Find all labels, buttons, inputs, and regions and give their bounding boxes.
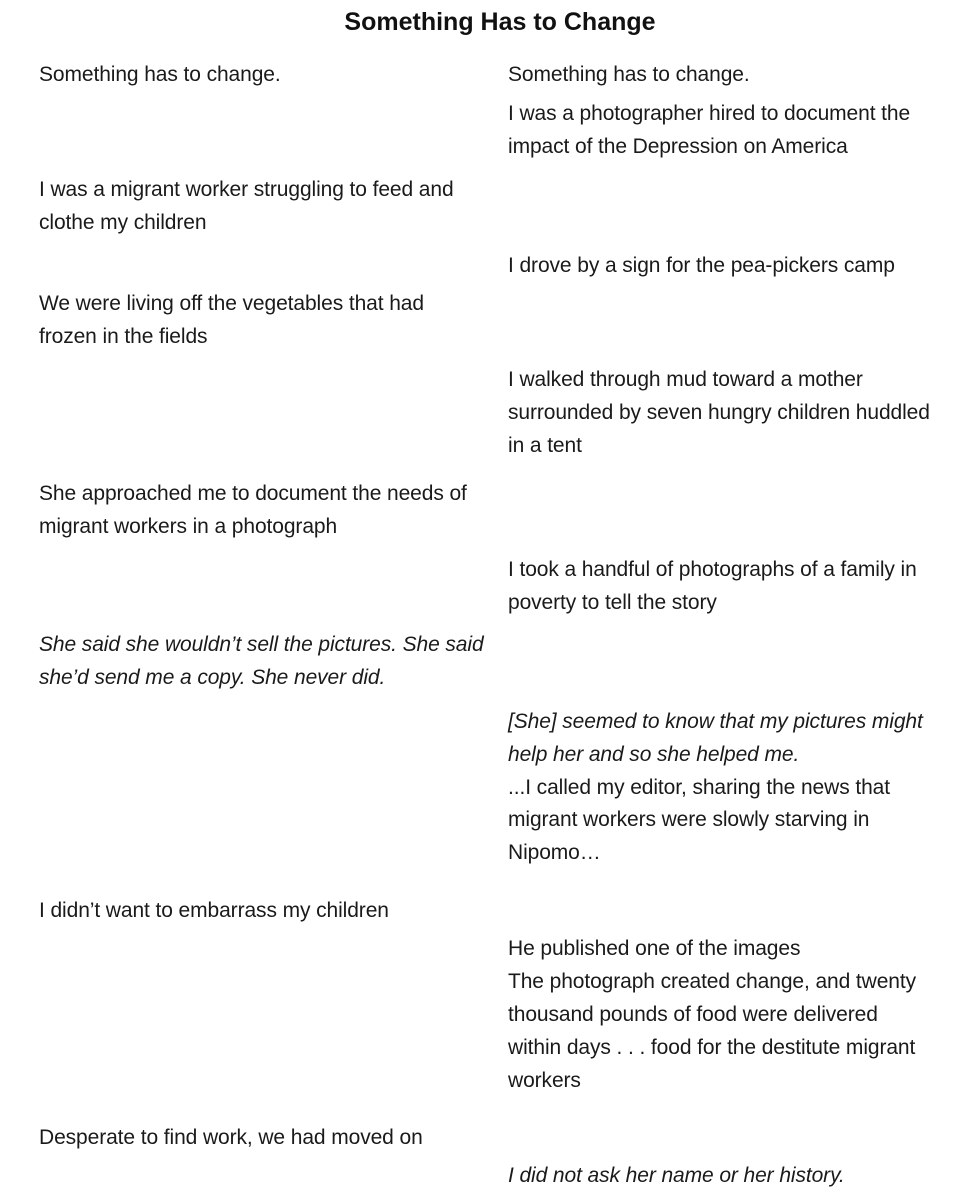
right-line: ...I called my editor, sharing the news that	[508, 776, 890, 799]
right-line: surrounded by seven hungry children huddled	[508, 401, 930, 424]
right-line: I was a photographer hired to document the	[508, 102, 911, 125]
left-line: migrant workers in a photograph	[39, 515, 338, 538]
right-line: poverty to tell the story	[508, 591, 717, 614]
right-line: within days . . . food for the destitute migrant	[508, 1036, 916, 1059]
left-line: I didn’t want to embarrass my children	[39, 899, 389, 922]
right-line-italic: help her and so she helped me.	[508, 743, 800, 766]
left-line: Desperate to find work, we had moved on	[39, 1126, 423, 1149]
left-line: frozen in the fields	[39, 325, 208, 348]
left-line-italic: she’d send me a copy. She never did.	[39, 666, 386, 689]
right-line: The photograph created change, and twenty	[508, 970, 917, 993]
left-line-italic: She said she wouldn’t sell the pictures. She said	[39, 633, 484, 656]
left-line: clothe my children	[39, 211, 207, 234]
right-line: Nipomo…	[508, 841, 601, 864]
poem-title: Something Has to Change	[344, 8, 656, 36]
right-line: I took a handful of photographs of a family in	[508, 558, 917, 581]
left-line: She approached me to document the needs of	[39, 482, 467, 505]
right-line: workers	[508, 1069, 581, 1092]
left-line: I was a migrant worker struggling to feed and	[39, 178, 454, 201]
right-line: Something has to change.	[508, 63, 750, 86]
left-line: Something has to change.	[39, 63, 281, 86]
right-line: He published one of the images	[508, 937, 801, 960]
left-line: We were living off the vegetables that had	[39, 292, 424, 315]
right-line: thousand pounds of food were delivered	[508, 1003, 878, 1026]
right-line: migrant workers were slowly starving in	[508, 808, 870, 831]
right-line-italic: I did not ask her name or her history.	[508, 1164, 845, 1187]
right-line: in a tent	[508, 434, 582, 457]
right-line: I drove by a sign for the pea-pickers camp	[508, 254, 895, 277]
right-line: impact of the Depression on America	[508, 135, 848, 158]
right-line: I walked through mud toward a mother	[508, 368, 863, 391]
right-line-italic: [She] seemed to know that my pictures might	[508, 710, 923, 733]
